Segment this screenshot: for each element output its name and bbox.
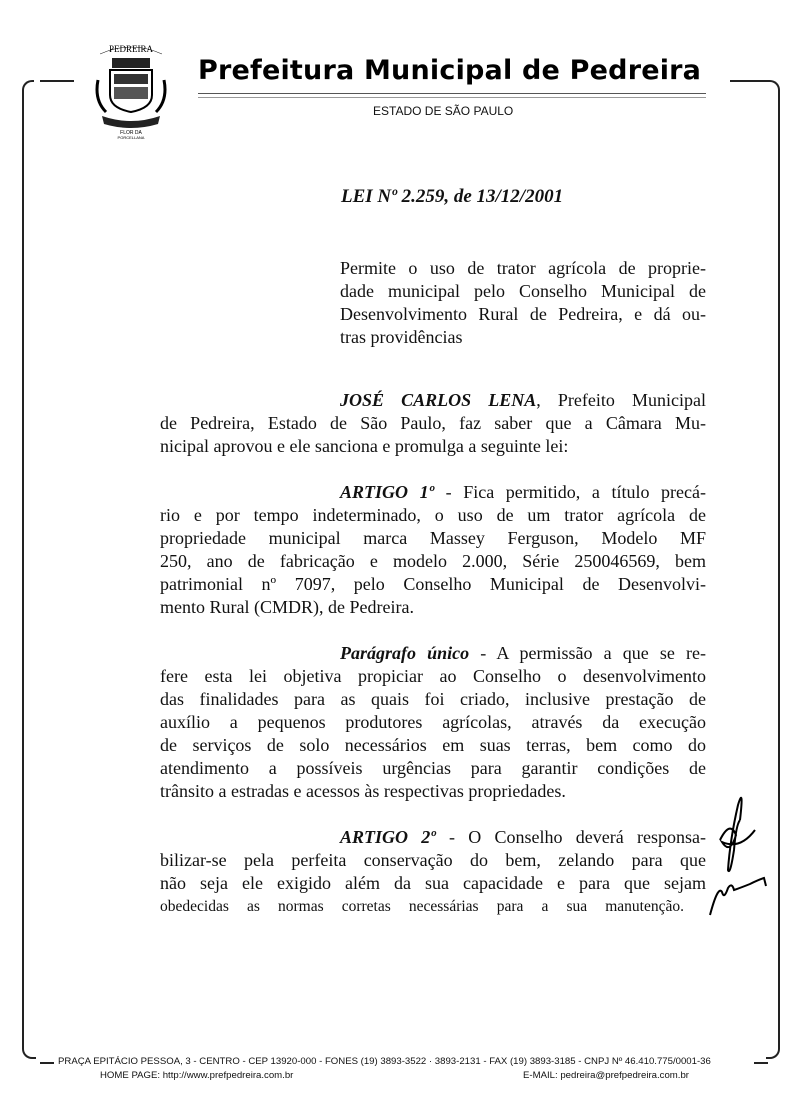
signature-initials (700, 780, 780, 930)
footer-line-left (40, 1062, 54, 1064)
svg-text:PORCELLANA: PORCELLANA (117, 135, 145, 140)
artigo-1-line: mento Rural (CMDR), de Pedreira. (160, 597, 414, 617)
summary-line: Permite o uso de trator agrícola de proprie- (340, 258, 706, 278)
artigo-2-first: - O Conselho deverá responsa- (435, 827, 707, 847)
coat-of-arms-logo (92, 40, 170, 140)
artigo-2-line: obedecidas as normas corretas necessárias para a sua manutenção. (160, 898, 684, 915)
header-state: ESTADO DE SÃO PAULO (373, 104, 514, 118)
footer (0, 1052, 800, 1072)
paragrafo-line: das finalidades para as quais foi criado, inclusive prestação de (160, 689, 706, 709)
mayor-name: JOSÉ CARLOS LENA (340, 390, 537, 410)
summary-line: dade municipal pelo Conselho Municipal de (340, 281, 706, 301)
footer-address: PRAÇA EPITÁCIO PESSOA, 3 - CENTRO - CEP 13920-000 - FONES (19) 3893-3522 · 3893-2131 - FAX (19) 3893-3185 - CNPJ Nº 46.410.775/0001-36 (58, 1056, 711, 1067)
artigo-1-line: 250, ano de fabricação e modelo 2.000, Série 250046569, bem (160, 551, 706, 571)
footer-line-right (754, 1062, 768, 1064)
intro-line: nicipal aprovou e ele sanciona e promulga a seguinte lei: (160, 436, 569, 456)
header-rule (198, 93, 706, 98)
artigo-2-line: bilizar-se pela perfeita conservação do bem, zelando para que (160, 850, 706, 870)
paragrafo-heading: Parágrafo único (340, 643, 470, 663)
artigo-1-first: - Fica permitido, a título precá- (434, 482, 707, 502)
paragrafo-line: auxílio a pequenos produtores agrícolas, através da execução (160, 712, 706, 732)
page-frame-left (22, 80, 36, 1059)
artigo-1-line: propriedade municipal marca Massey Ferguson, Modelo MF (160, 528, 706, 548)
svg-text:FLOR DA: FLOR DA (120, 130, 142, 136)
artigo-2-heading: ARTIGO 2º (340, 827, 436, 847)
intro-first: , Prefeito Municipal (536, 390, 707, 410)
paragrafo-line: atendimento a possíveis urgências para garantir condições de (160, 758, 706, 778)
footer-email: E-MAIL: pedreira@prefpedreira.com.br (523, 1070, 689, 1081)
paragrafo-line: trânsito a estradas e acessos às respectivas propriedades. (160, 781, 566, 801)
header-title: Prefeitura Municipal de Pedreira (198, 55, 702, 86)
footer-homepage: HOME PAGE: http://www.prefpedreira.com.br (100, 1070, 294, 1081)
summary-line: tras providências (340, 327, 463, 347)
artigo-1-line: rio e por tempo indeterminado, o uso de um trator agrícola de (160, 505, 706, 525)
paragrafo-first: - A permissão a que se re- (469, 643, 706, 663)
svg-text:PEDREIRA: PEDREIRA (108, 44, 154, 54)
summary-line: Desenvolvimento Rural de Pedreira, e dá ou- (340, 304, 706, 324)
paragrafo-line: fere esta lei objetiva propiciar ao Conselho o desenvolvimento (160, 666, 706, 686)
intro-line: de Pedreira, Estado de São Paulo, faz saber que a Câmara Mu- (160, 413, 706, 433)
paragrafo-line: de serviços de solo necessários em suas terras, bem como do (160, 735, 706, 755)
artigo-1-heading: ARTIGO 1º (340, 482, 435, 502)
frame-top-line-left (40, 80, 74, 82)
artigo-1-line: patrimonial nº 7097, pelo Conselho Municipal de Desenvolvi- (160, 574, 706, 594)
artigo-2-line: não seja ele exigido além da sua capacidade e para que sejam (160, 873, 706, 893)
frame-top-line-right (730, 80, 770, 82)
law-title: LEI Nº 2.259, de 13/12/2001 (341, 186, 564, 207)
